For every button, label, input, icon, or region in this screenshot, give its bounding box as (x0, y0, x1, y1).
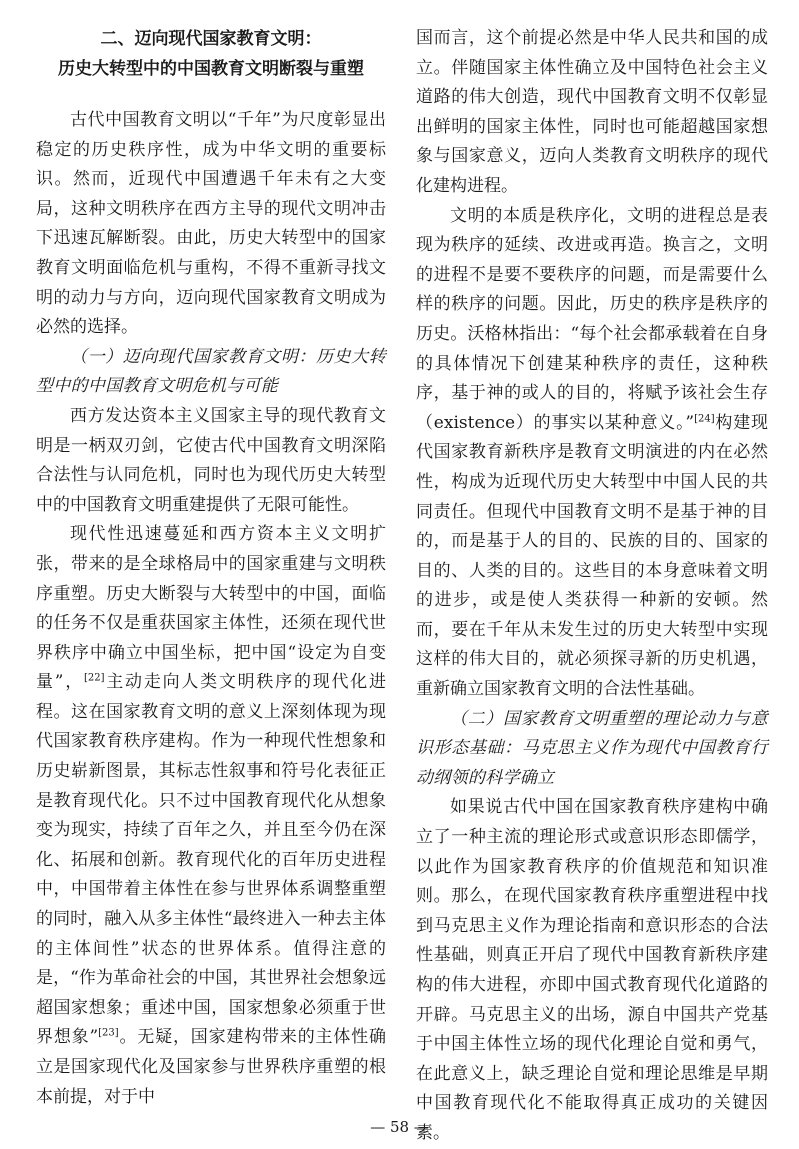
paragraph-text: 现代性迅速蔓延和西方资本主义文明扩张，带来的是全球格局中的国家重建与文明秩序重塑。历史大断裂与大转型中的中国，面临的任务不仅是重获国家主体性，还须在现代世界秩序中确立中国坐标，把中国“设定为自变量”， (36, 524, 386, 693)
paragraph-text: 文明的本质是秩序化，文明的进程总是表现为秩序的延续、改进或再造。换言之，文明的进程不是要不要秩序的问题，而是需要什么样的秩序的问题。因此，历史的秩序是秩序的历史。沃格林指出：“每个社会都承载着在自身的具体情况下创建某种秩序的责任，这种秩序，基于神的或人的目的，将赋予该社会生存（existence）的事实以某种意义。” (416, 205, 768, 433)
paragraph-continued: 国而言，这个前提必然是中华人民共和国的成立。伴随国家主体性确立及中国特色社会主义道路的伟大创造，现代中国教育文明不仅彰显出鲜明的国家主体性，同时也可能超越国家想象与国家意义，迈向人类教育文明秩序的现代化建构进程。 (416, 28, 768, 196)
paragraph: 西方发达资本主义国家主导的现代教育文明是一柄双刃剑，它使古代中国教育文明深陷合法性与认同危机，同时也为现代历史大转型中的中国教育文明重建提供了无限可能性。 (36, 405, 386, 515)
paragraph (36, 520, 386, 1112)
section-title-line2: 历史大转型中的中国教育文明断裂与重塑 (58, 59, 364, 79)
paragraph-text: 主动走向人类文明秩序的现代化进程。这在国家教育文明的意义上深刻体现为现代国家教育秩序建构。作为一种现代性想象和历史崭新图景，其标志性叙事和符号化表征正是教育现代化。只不过中国教育现代化从想象变为现实，持续了百年之久，并且至今仍在深化、拓展和创新。教育现代化的百年历史进程中，中国带着主体性在参与世界体系调整重塑的同时，融入从多主体性“最终进入一种去主体的主体间性”状态的世界体系。值得注意的是，“作为革命社会的中国，其世界社会想象远超国家想象；重述中国，国家想象必须重于世界想象” (36, 672, 387, 1048)
paragraph: 古代中国教育文明以“千年”为尺度彰显出稳定的历史秩序性，成为中华文明的重要标识。然而，近现代中国遭遇千年未有之大变局，这种文明秩序在西方主导的现代文明冲击下迅速瓦解断裂。由此，历史大转型中的国家教育文明面临危机与重构，不得不重新寻找文明的动力与方向，迈向现代国家教育文明成为必然的选择。 (36, 110, 386, 338)
paragraph-text: 。无疑，国家建构带来的主体性确立是国家现代化及国家参与世界秩序重塑的根本前提，对于中 (36, 1027, 386, 1107)
subsection-heading-1: （一）迈向现代国家教育文明：历史大转型中的中国教育文明危机与可能 (36, 346, 386, 397)
citation-ref: [22] (84, 672, 105, 684)
right-column (416, 24, 768, 1149)
paragraph-text: 构建现代国家教育新秩序是教育文明演进的内在必然性，构成为近现代历史大转型中中国人民的共同责任。但现代中国教育文明不是基于神的目的，而是基于人的目的、民族的目的、国家的目的、人类的目的。这些目的本身意味着文明的进步，或是使人类获得一种新的安顿。然而，要在千年从未发生过的历史大转型中实现这样的伟大目的，就必须探寻新的历史机遇，重新确立国家教育文明的合法性基础。 (416, 412, 769, 700)
section-title-line1: 二、迈向现代国家教育文明： (100, 29, 322, 49)
paragraph (416, 202, 768, 705)
section-title (36, 24, 386, 84)
subsection-heading-2: （二）国家教育文明重塑的理论动力与意识形态基础：马克思主义作为现代中国教育行动纲领的科学确立 (416, 708, 768, 788)
left-column (36, 24, 386, 1112)
paragraph: 如果说古代中国在国家教育秩序建构中确立了一种主流的理论形式或意识形态即儒学，以此作为国家教育秩序的价值规范和知识准则。那么，在现代国家教育秩序重塑进程中找到马克思主义作为理论指南和意识形态的合法性基础，则真正开启了现代中国教育新秩序建构的伟大进程，亦即中国式教育现代化道路的开辟。马克思主义的出场，源自中国共产党基于中国主体性立场的现代化理论自觉和勇气，在此意义上，缺乏理论自觉和理论思维是早期中国教育现代化不能取得真正成功的关键因素。 (416, 797, 768, 1143)
citation-ref: [24] (694, 413, 715, 425)
page-number: — 58 — (370, 1118, 429, 1136)
citation-ref: [23] (98, 1027, 119, 1039)
